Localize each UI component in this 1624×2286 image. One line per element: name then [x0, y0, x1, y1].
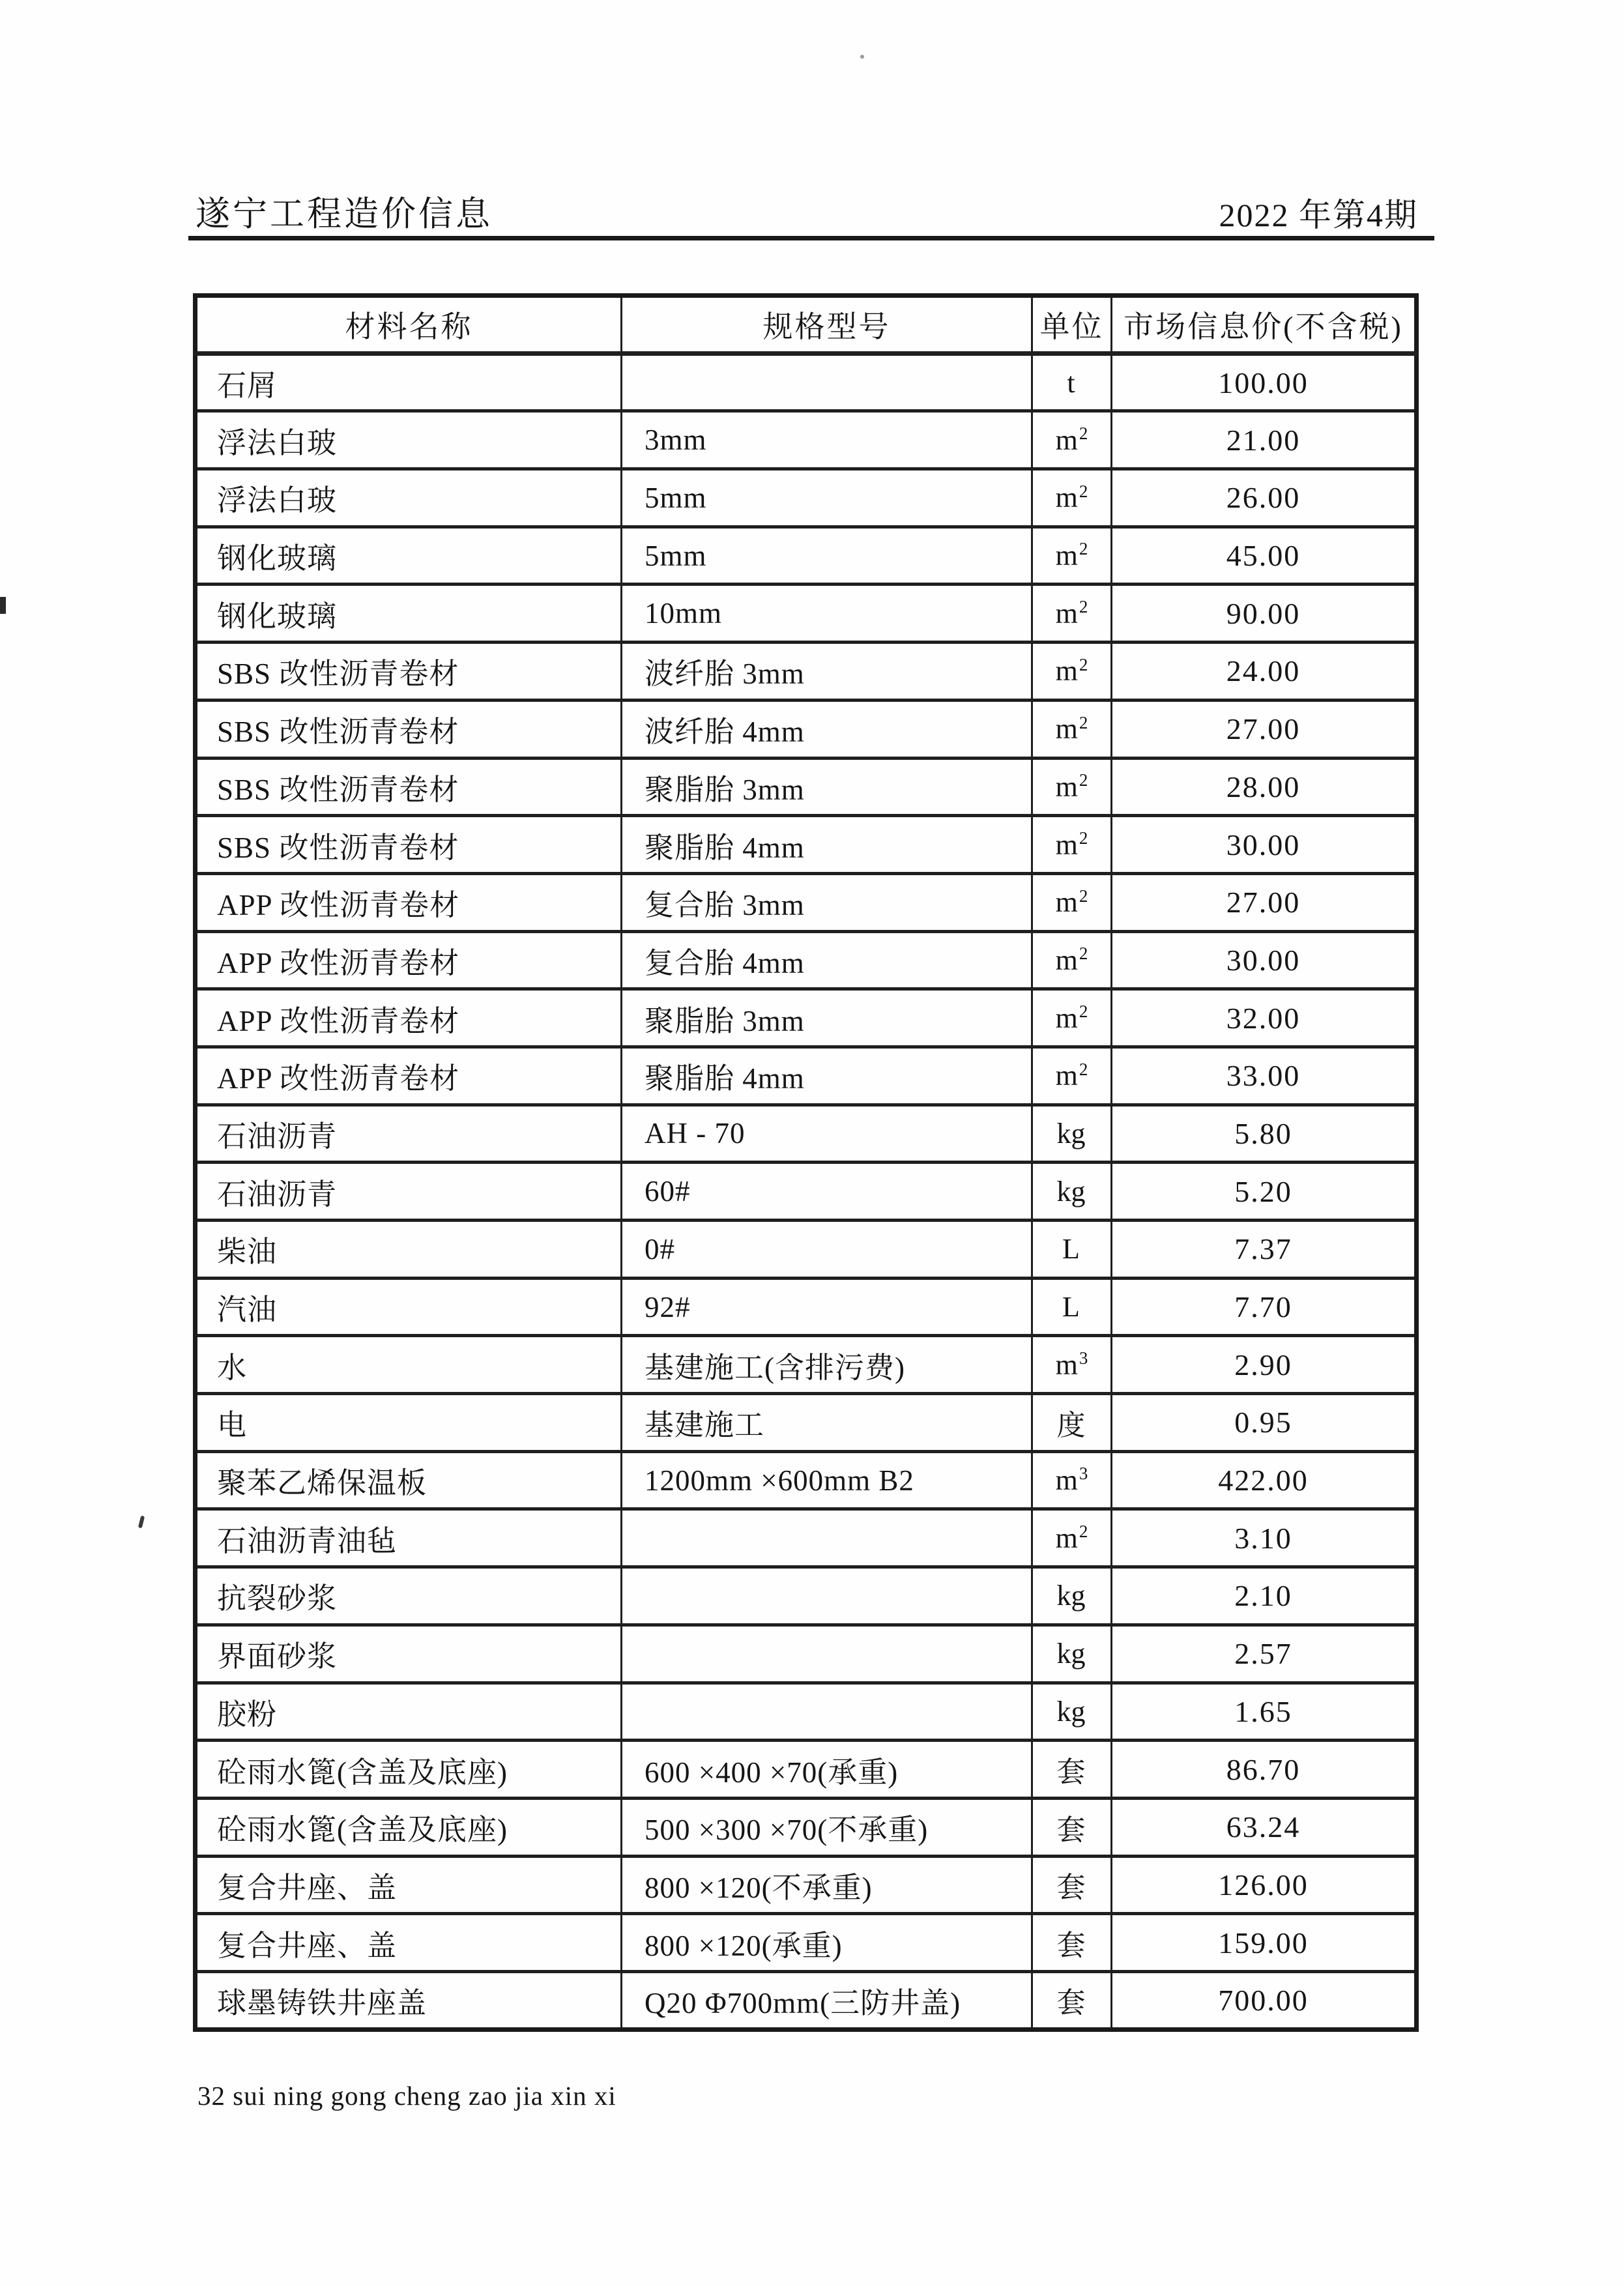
cell-unit	[1032, 411, 1112, 469]
cell-unit	[1032, 1047, 1112, 1105]
cell-material-name: APP 改性沥青卷材	[196, 873, 622, 931]
table-row	[196, 411, 1417, 469]
cell-unit	[1032, 873, 1112, 931]
unit-base: m	[1055, 770, 1078, 803]
unit-exponent: 3	[1079, 1348, 1088, 1368]
table-row	[196, 1047, 1417, 1105]
unit-base: 套	[1056, 1872, 1086, 1904]
cell-unit	[1032, 1856, 1112, 1914]
unit-base: kg	[1056, 1175, 1086, 1208]
unit-exponent: 2	[1079, 1059, 1088, 1079]
cell-spec-model	[622, 1625, 1032, 1683]
table-row	[196, 1451, 1417, 1509]
col-header-spec-model: 规格型号	[622, 296, 1032, 354]
unit-base: m	[1055, 540, 1078, 572]
unit-base: m	[1055, 655, 1078, 687]
cell-market-price: 5.20	[1112, 1163, 1417, 1221]
cell-market-price: 0.95	[1112, 1394, 1417, 1452]
cell-market-price: 32.00	[1112, 989, 1417, 1047]
scan-artifact-edge-dash	[0, 597, 6, 614]
table-row	[196, 1683, 1417, 1741]
unit-exponent: 2	[1079, 481, 1088, 501]
cell-market-price: 5.80	[1112, 1105, 1417, 1163]
table-row	[196, 1625, 1417, 1683]
cell-material-name: 石油沥青	[196, 1163, 622, 1221]
table-row	[196, 1105, 1417, 1163]
cell-market-price: 2.57	[1112, 1625, 1417, 1683]
cell-unit	[1032, 1336, 1112, 1394]
cell-unit	[1032, 1394, 1112, 1452]
unit-base: m	[1055, 1464, 1078, 1497]
cell-material-name: 球墨铸铁井座盖	[196, 1971, 622, 2029]
cell-spec-model: 聚脂胎 4mm	[622, 816, 1032, 874]
cell-market-price: 21.00	[1112, 411, 1417, 469]
header-row	[196, 296, 1417, 354]
cell-market-price: 422.00	[1112, 1451, 1417, 1509]
cell-spec-model: 复合胎 3mm	[622, 873, 1032, 931]
table-row	[196, 1509, 1417, 1567]
unit-base: 套	[1056, 1930, 1086, 1962]
cell-spec-model: 基建施工	[622, 1394, 1032, 1452]
cell-market-price: 7.70	[1112, 1278, 1417, 1336]
cell-spec-model: 600 ×400 ×70(承重)	[622, 1741, 1032, 1799]
cell-unit	[1032, 1971, 1112, 2029]
cell-spec-model: 3mm	[622, 411, 1032, 469]
cell-unit	[1032, 758, 1112, 816]
cell-material-name: 胶粉	[196, 1683, 622, 1741]
cell-material-name: 石油沥青油毡	[196, 1509, 622, 1567]
cell-spec-model: 10mm	[622, 585, 1032, 643]
unit-exponent: 2	[1079, 712, 1088, 732]
cell-market-price: 3.10	[1112, 1509, 1417, 1567]
cell-unit	[1032, 1683, 1112, 1741]
cell-material-name: 浮法白玻	[196, 411, 622, 469]
unit-base: kg	[1056, 1580, 1086, 1612]
cell-spec-model: 复合胎 4mm	[622, 931, 1032, 989]
cell-market-price: 63.24	[1112, 1798, 1417, 1856]
cell-material-name: SBS 改性沥青卷材	[196, 816, 622, 874]
cell-material-name: 砼雨水篦(含盖及底座)	[196, 1741, 622, 1799]
unit-base: m	[1055, 944, 1078, 976]
cell-material-name: APP 改性沥青卷材	[196, 989, 622, 1047]
cell-material-name: APP 改性沥青卷材	[196, 931, 622, 989]
unit-base: kg	[1056, 1638, 1086, 1670]
cell-unit	[1032, 643, 1112, 701]
page-footer: 32 sui ning gong cheng zao jia xin xi	[197, 2081, 616, 2111]
table-row	[196, 1914, 1417, 1972]
cell-unit	[1032, 585, 1112, 643]
cell-material-name: APP 改性沥青卷材	[196, 1047, 622, 1105]
unit-base: m	[1055, 597, 1078, 629]
col-header-market-price: 市场信息价(不含税)	[1112, 296, 1417, 354]
table-row	[196, 1394, 1417, 1452]
cell-spec-model	[622, 1567, 1032, 1625]
cell-unit	[1032, 989, 1112, 1047]
table-row	[196, 1798, 1417, 1856]
unit-base: m	[1055, 713, 1078, 745]
unit-base: 度	[1056, 1409, 1086, 1441]
journal-title: 遂宁工程造价信息	[196, 195, 493, 233]
cell-spec-model: 500 ×300 ×70(不承重)	[622, 1798, 1032, 1856]
table-row	[196, 1856, 1417, 1914]
cell-spec-model: 1200mm ×600mm B2	[622, 1451, 1032, 1509]
cell-spec-model	[622, 1683, 1032, 1741]
cell-material-name: 水	[196, 1336, 622, 1394]
cell-material-name: 钢化玻璃	[196, 585, 622, 643]
scan-artifact-speck	[138, 1516, 145, 1529]
table-row	[196, 643, 1417, 701]
cell-spec-model: 800 ×120(不承重)	[622, 1856, 1032, 1914]
cell-market-price: 2.10	[1112, 1567, 1417, 1625]
cell-spec-model: 聚脂胎 4mm	[622, 1047, 1032, 1105]
unit-base: m	[1055, 424, 1078, 456]
cell-spec-model: Q20 Φ700mm(三防井盖)	[622, 1971, 1032, 2029]
unit-exponent: 2	[1079, 1001, 1088, 1021]
unit-base: m	[1055, 828, 1078, 861]
unit-exponent: 2	[1079, 886, 1088, 906]
table-row	[196, 758, 1417, 816]
table-row	[196, 1163, 1417, 1221]
cell-market-price: 27.00	[1112, 700, 1417, 758]
cell-unit	[1032, 931, 1112, 989]
table-row	[196, 469, 1417, 527]
cell-material-name: 复合井座、盖	[196, 1856, 622, 1914]
unit-exponent: 2	[1079, 828, 1088, 848]
header-rule	[188, 236, 1434, 240]
cell-unit	[1032, 700, 1112, 758]
cell-market-price: 27.00	[1112, 873, 1417, 931]
scan-artifact-dot	[860, 55, 864, 59]
table-row	[196, 873, 1417, 931]
cell-unit	[1032, 1625, 1112, 1683]
unit-base: m	[1055, 1522, 1078, 1554]
cell-market-price: 33.00	[1112, 1047, 1417, 1105]
table-row	[196, 1971, 1417, 2029]
cell-material-name: 石屑	[196, 353, 622, 411]
unit-base: m	[1055, 1060, 1078, 1092]
unit-exponent: 2	[1079, 654, 1088, 674]
unit-base: m	[1055, 1348, 1078, 1381]
table-row	[196, 1278, 1417, 1336]
cell-material-name: 抗裂砂浆	[196, 1567, 622, 1625]
cell-unit	[1032, 469, 1112, 527]
cell-market-price: 26.00	[1112, 469, 1417, 527]
cell-material-name: SBS 改性沥青卷材	[196, 758, 622, 816]
unit-exponent: 2	[1079, 424, 1088, 444]
cell-material-name: 聚苯乙烯保温板	[196, 1451, 622, 1509]
cell-market-price: 28.00	[1112, 758, 1417, 816]
cell-spec-model: 5mm	[622, 527, 1032, 585]
unit-base: m	[1055, 482, 1078, 514]
unit-base: L	[1062, 1233, 1080, 1266]
cell-unit	[1032, 1741, 1112, 1799]
table-row	[196, 585, 1417, 643]
cell-market-price: 24.00	[1112, 643, 1417, 701]
unit-exponent: 2	[1079, 539, 1088, 559]
cell-market-price: 2.90	[1112, 1336, 1417, 1394]
cell-unit	[1032, 1567, 1112, 1625]
cell-material-name: 钢化玻璃	[196, 527, 622, 585]
material-price-table	[193, 293, 1419, 2032]
cell-material-name: 石油沥青	[196, 1105, 622, 1163]
cell-spec-model: 聚脂胎 3mm	[622, 989, 1032, 1047]
cell-market-price: 30.00	[1112, 931, 1417, 989]
table-row	[196, 527, 1417, 585]
table-header	[196, 296, 1417, 354]
cell-market-price: 45.00	[1112, 527, 1417, 585]
cell-spec-model: 基建施工(含排污费)	[622, 1336, 1032, 1394]
cell-material-name: SBS 改性沥青卷材	[196, 700, 622, 758]
unit-base: 套	[1056, 1814, 1086, 1846]
issue-label: 2022 年第4期	[1219, 197, 1418, 233]
col-header-material-name: 材料名称	[196, 296, 622, 354]
cell-spec-model: 800 ×120(承重)	[622, 1914, 1032, 1972]
unit-exponent: 2	[1079, 1522, 1088, 1542]
unit-exponent: 2	[1079, 944, 1088, 964]
unit-exponent: 2	[1079, 770, 1088, 790]
unit-exponent: 2	[1079, 597, 1088, 617]
unit-base: 套	[1056, 1987, 1086, 2019]
table-row	[196, 353, 1417, 411]
unit-base: m	[1055, 1002, 1078, 1034]
table-row	[196, 931, 1417, 989]
cell-market-price: 700.00	[1112, 1971, 1417, 2029]
col-header-unit: 单位	[1032, 296, 1112, 354]
table-row	[196, 1567, 1417, 1625]
cell-market-price: 7.37	[1112, 1221, 1417, 1279]
cell-unit	[1032, 816, 1112, 874]
cell-unit	[1032, 1105, 1112, 1163]
cell-spec-model: 聚脂胎 3mm	[622, 758, 1032, 816]
cell-spec-model: 60#	[622, 1163, 1032, 1221]
cell-material-name: 电	[196, 1394, 622, 1452]
unit-base: 套	[1056, 1756, 1086, 1789]
cell-spec-model: 0#	[622, 1221, 1032, 1279]
table-row	[196, 1221, 1417, 1279]
cell-material-name: 汽油	[196, 1278, 622, 1336]
cell-unit	[1032, 527, 1112, 585]
cell-unit	[1032, 1278, 1112, 1336]
cell-spec-model: 5mm	[622, 469, 1032, 527]
cell-unit	[1032, 353, 1112, 411]
cell-unit	[1032, 1798, 1112, 1856]
cell-material-name: 柴油	[196, 1221, 622, 1279]
unit-exponent: 3	[1079, 1464, 1088, 1484]
cell-material-name: 复合井座、盖	[196, 1914, 622, 1972]
cell-spec-model	[622, 353, 1032, 411]
unit-base: kg	[1056, 1695, 1086, 1728]
cell-material-name: SBS 改性沥青卷材	[196, 643, 622, 701]
cell-market-price: 86.70	[1112, 1741, 1417, 1799]
cell-market-price: 30.00	[1112, 816, 1417, 874]
cell-market-price: 90.00	[1112, 585, 1417, 643]
cell-material-name: 界面砂浆	[196, 1625, 622, 1683]
cell-market-price: 100.00	[1112, 353, 1417, 411]
table-row	[196, 816, 1417, 874]
cell-material-name: 浮法白玻	[196, 469, 622, 527]
cell-market-price: 1.65	[1112, 1683, 1417, 1741]
table-row	[196, 1336, 1417, 1394]
cell-material-name: 砼雨水篦(含盖及底座)	[196, 1798, 622, 1856]
cell-unit	[1032, 1509, 1112, 1567]
cell-spec-model: 波纤胎 3mm	[622, 643, 1032, 701]
cell-unit	[1032, 1163, 1112, 1221]
cell-spec-model: AH - 70	[622, 1105, 1032, 1163]
unit-base: m	[1055, 886, 1078, 919]
table-row	[196, 1741, 1417, 1799]
table-row	[196, 989, 1417, 1047]
cell-spec-model	[622, 1509, 1032, 1567]
cell-unit	[1032, 1451, 1112, 1509]
cell-unit	[1032, 1221, 1112, 1279]
cell-market-price: 126.00	[1112, 1856, 1417, 1914]
table-row	[196, 700, 1417, 758]
unit-base: L	[1062, 1291, 1080, 1324]
unit-base: t	[1067, 366, 1075, 399]
unit-base: kg	[1056, 1117, 1086, 1150]
cell-market-price: 159.00	[1112, 1914, 1417, 1972]
cell-spec-model: 波纤胎 4mm	[622, 700, 1032, 758]
table-body	[196, 353, 1417, 2029]
cell-unit	[1032, 1914, 1112, 1972]
cell-spec-model: 92#	[622, 1278, 1032, 1336]
